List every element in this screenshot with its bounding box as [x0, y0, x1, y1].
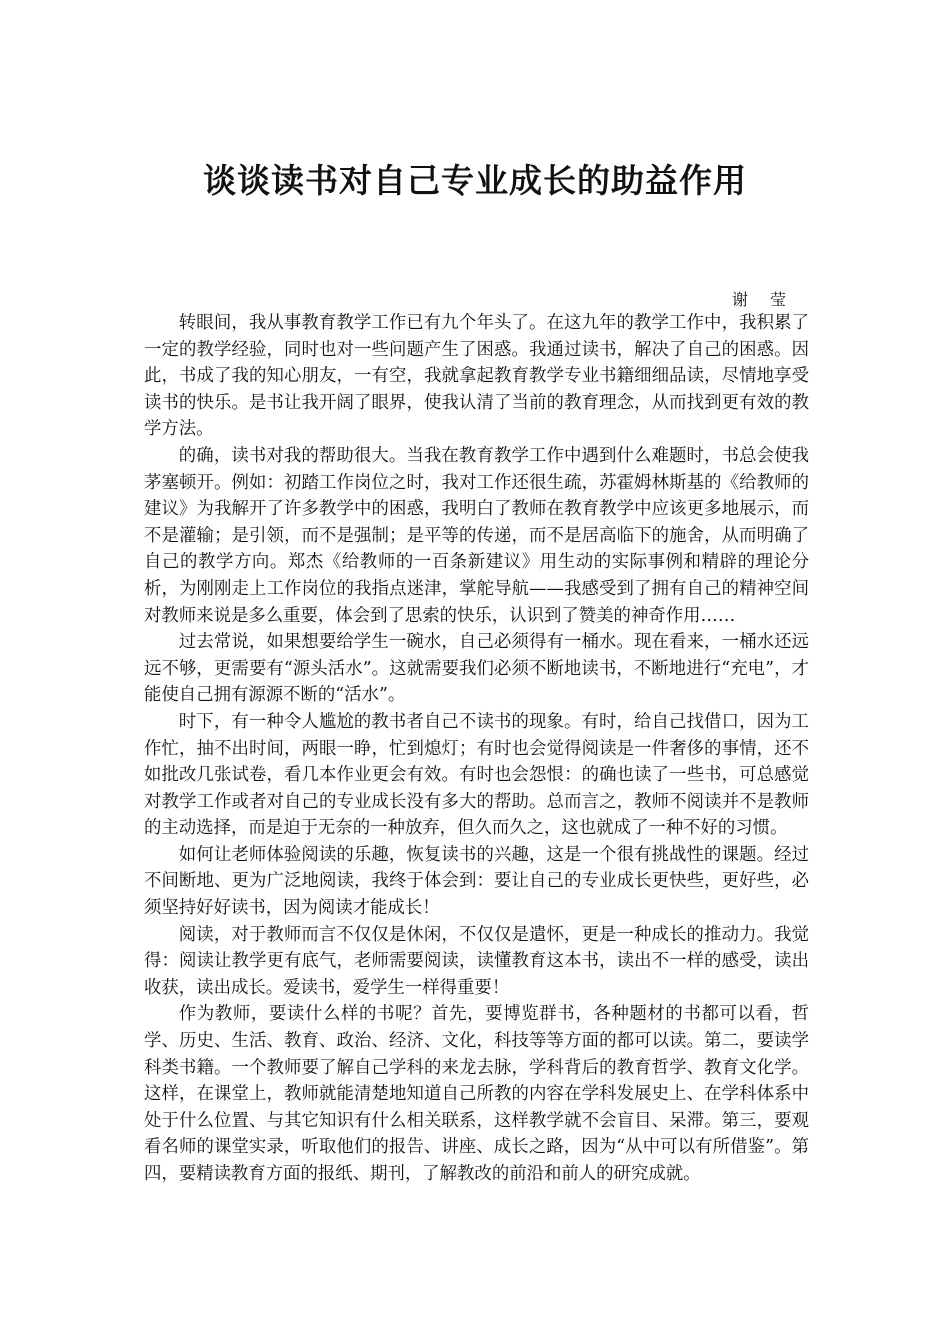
paragraph: 如何让老师体验阅读的乐趣，恢复读书的兴趣，这是一个很有挑战性的课题。经过不间断地、更为广泛地阅读，我终于体会到：要让自己的专业成长更快些，更好些，必须坚持好好读书，因为阅读才能成长！	[144, 844, 809, 919]
paragraph: 的确，读书对我的帮助很大。当我在教育教学工作中遇到什么难题时，书总会使我茅塞顿开。例如：初踏工作岗位之时，我对工作还很生疏，苏霍姆林斯基的《给教师的建议》为我解开了许多教学中的困惑，我明白了教师在教育教学中应该更多地展示，而不是灌输；是引领，而不是强制；是平等的传递，而不是居高临下的施舍，从而明确了自己的教学方向。郑杰《给教师的一百条新建议》用生动的实际事例和精辟的理论分析，为刚刚走上工作岗位的我指点迷津，掌舵导航——我感受到了拥有自己的精神空间对教师来说是多么重要，体会到了思索的快乐，认识到了赞美的神奇作用……	[144, 445, 809, 626]
paragraph: 过去常说，如果想要给学生一碗水，自己必须得有一桶水。现在看来，一桶水还远远不够，更需要有“源头活水”。这就需要我们必须不断地读书，不断地进行“充电”，才能使自己拥有源源不断的“活水”。	[144, 632, 809, 706]
document-title: 谈谈读书对自己专业成长的助益作用	[203, 161, 747, 200]
document-body	[144, 310, 809, 1188]
paragraph: 作为教师，要读什么样的书呢？首先，要博览群书，各种题材的书都可以看，哲学、历史、生活、教育、政治、经济、文化，科技等等方面的都可以读。第二，要读学科类书籍。一个教师要了解自己学科的来龙去脉，学科背后的教育哲学、教育文化学。这样，在课堂上，教师就能清楚地知道自己所教的内容在学科发展史上、在学科体系中处于什么位置、与其它知识有什么相关联系，这样教学就不会盲目、呆滞。第三，要观看名师的课堂实录，听取他们的报告、讲座、成长之路，因为“从中可以有所借鉴”。第四，要精读教育方面的报纸、期刊，了解教改的前沿和前人的研究成就。	[144, 1004, 809, 1184]
paragraph: 阅读，对于教师而言不仅仅是休闲，不仅仅是遣怀，更是一种成长的推动力。我觉得：阅读让教学更有底气，老师需要阅读，读懂教育这本书，读出不一样的感受，读出收获，读出成长。爱读书，爱学生一样得重要！	[144, 924, 809, 998]
author-name: 谢莹	[731, 290, 808, 309]
paragraph: 时下，有一种令人尴尬的教书者自己不读书的现象。有时，给自己找借口，因为工作忙，抽不出时间，两眼一睁，忙到熄灯；有时也会觉得阅读是一件奢侈的事情，还不如批改几张试卷，看几本作业更会有效。有时也会怨恨：的确也读了一些书，可总感觉对教学工作或者对自己的专业成长没有多大的帮助。总而言之，教师不阅读并不是教师的主动选择，而是迫于无奈的一种放弃，但久而久之，这也就成了一种不好的习惯。	[144, 711, 809, 839]
paragraph: 转眼间，我从事教育教学工作已有九个年头了。在这九年的教学工作中，我积累了一定的教学经验，同时也对一些问题产生了困惑。我通过读书，解决了自己的困惑。因此，书成了我的知心朋友，一有空，我就拿起教育教学专业书籍细细品读，尽情地享受读书的快乐。是书让我开阔了眼界，使我认清了当前的教育理念，从而找到更有效的教学方法。	[144, 313, 809, 440]
